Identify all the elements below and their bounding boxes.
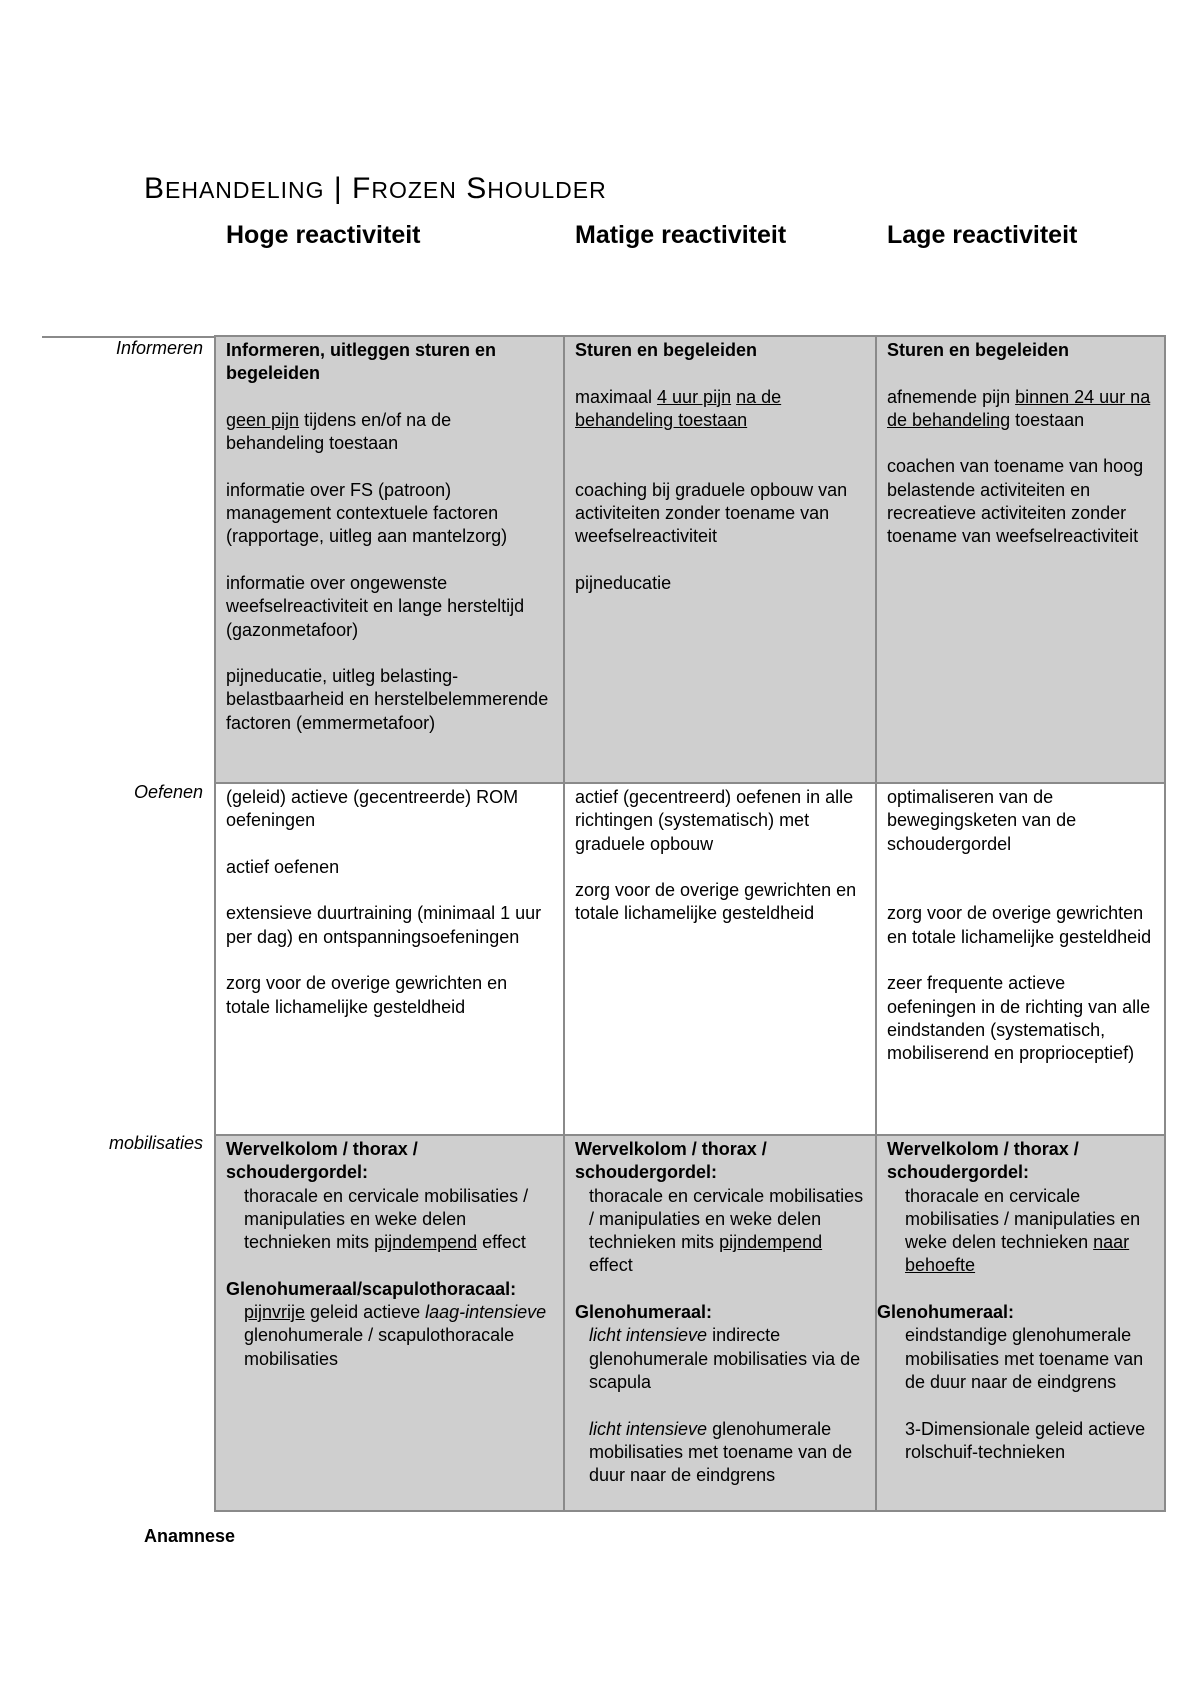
- cell-paragraph: optimaliseren van de bewegingsketen van de schoudergordel: [887, 787, 1077, 854]
- cell-heading: Glenohumeraal/scapulothoracaal:: [226, 1278, 517, 1299]
- cell-paragraph: zeer frequente actieve oefeningen in de richting van alle eindstanden (systematisch, mobiliserend en proprioceptief): [887, 973, 1151, 1064]
- cell-paragraph: pijneducatie, uitleg belasting-belastbaarheid en herstelbelemmerende factoren (emmermetafoor): [226, 666, 549, 733]
- cell-paragraph: 3-Dimensionale geleid actieve rolschuif-technieken: [905, 1418, 1146, 1462]
- cell-mobilisaties-matig: [564, 1135, 876, 1511]
- cell-paragraph: eindstandige glenohumerale mobilisaties met toename van de duur naar de eindgrens: [905, 1325, 1144, 1392]
- cell-paragraph: afnemende pijn binnen 24 uur na de behandeling toestaan: [887, 386, 1151, 430]
- cell-paragraph: licht intensieve indirecte glenohumerale mobilisaties via de scapula: [589, 1325, 861, 1392]
- cell-heading: Glenohumeraal:: [575, 1302, 713, 1323]
- section-heading-anamnese: Anamnese: [144, 1526, 236, 1546]
- column-header-hoog: Hoge reactiviteit: [226, 221, 421, 249]
- cell-heading: Glenohumeraal:: [877, 1302, 1015, 1323]
- cell-paragraph: coaching bij graduele opbouw van: [575, 479, 848, 500]
- cell-mobilisaties-hoog: [215, 1135, 564, 1511]
- cell-heading: Wervelkolom / thorax / schoudergordel:: [226, 1139, 418, 1183]
- cell-paragraph: actief oefenen: [226, 856, 340, 877]
- cell-heading: Wervelkolom / thorax / schoudergordel:: [575, 1139, 767, 1183]
- row-label-mobilisaties: mobilisaties: [108, 1133, 203, 1153]
- cell-heading: Sturen en begeleiden: [575, 340, 758, 360]
- cell-paragraph: activiteiten zonder toename van weefselreactiviteit: [575, 503, 830, 547]
- cell-paragraph: maximaal 4 uur pijn na de behandeling toestaan: [575, 386, 782, 430]
- cell-paragraph: actief (gecentreerd) oefenen in alle richtingen (systematisch) met graduele opbouw: [575, 787, 854, 854]
- table-row-informeren: [215, 336, 1165, 783]
- cell-paragraph: zorg voor de overige gewrichten en totale lichamelijke gesteldheid: [575, 880, 857, 924]
- cell-paragraph: pijnvrije geleid actieve laag-intensieve glenohumerale / scapulothoracale mobilisaties: [244, 1302, 547, 1369]
- cell-informeren-laag: [876, 336, 1165, 783]
- cell-paragraph: informatie over FS (patroon) management contextuele factoren (rapportage, uitleg aan mantelzorg): [226, 479, 508, 547]
- cell-oefenen-hoog: [215, 783, 564, 1135]
- page-title: BEHANDELING | FROZEN SHOULDER: [144, 172, 607, 205]
- cell-oefenen-laag: [876, 783, 1165, 1135]
- treatment-table: [214, 335, 1166, 1512]
- row-label-oefenen: Oefenen: [133, 782, 203, 802]
- cell-heading: Wervelkolom / thorax / schoudergordel:: [887, 1139, 1079, 1183]
- cell-oefenen-matig: [564, 783, 876, 1135]
- cell-paragraph: thoracale en cervicale mobilisaties / manipulaties en weke delen technieken naar behoefte: [905, 1185, 1141, 1276]
- cell-informeren-matig: [564, 336, 876, 783]
- cell-heading: Informeren, uitleggen sturen en begeleiden: [226, 340, 497, 384]
- table-row-mobilisaties: [215, 1135, 1165, 1511]
- column-header-matig: Matige reactiviteit: [575, 221, 787, 249]
- cell-paragraph: pijneducatie: [575, 572, 672, 593]
- cell-paragraph: informatie over ongewenste weefselreactiviteit en lange hersteltijd (gazonmetafoor): [226, 572, 525, 640]
- cell-paragraph: (geleid) actieve (gecentreerde) ROM oefeningen: [226, 787, 519, 831]
- cell-informeren-hoog: [215, 336, 564, 783]
- cell-mobilisaties-laag: [876, 1135, 1165, 1511]
- column-header-laag: Lage reactiviteit: [887, 221, 1078, 249]
- row-label-informeren: Informeren: [115, 338, 203, 358]
- cell-paragraph: licht intensieve glenohumerale mobilisaties met toename van de duur naar de eindgrens: [589, 1418, 853, 1486]
- cell-paragraph: thoracale en cervicale mobilisaties / manipulaties en weke delen technieken mits pijndempend effect: [589, 1185, 864, 1276]
- cell-paragraph: geen pijn tijdens en/of na de behandeling toestaan: [226, 409, 452, 454]
- cell-paragraph: extensieve duurtraining (minimaal 1 uur per dag) en ontspanningsoefeningen: [226, 903, 542, 947]
- table-row-oefenen: [215, 783, 1165, 1135]
- cell-paragraph: zorg voor de overige gewrichten en totale lichamelijke gesteldheid: [226, 973, 508, 1017]
- cell-paragraph: coachen van toename van hoog belastende activiteiten en recreatieve activiteiten zonder toename van weefselreactiviteit: [887, 456, 1144, 547]
- cell-paragraph: thoracale en cervicale mobilisaties / manipulaties en weke delen technieken mits pijndempend effect: [244, 1185, 529, 1253]
- cell-paragraph: zorg voor de overige gewrichten en totale lichamelijke gesteldheid: [887, 903, 1152, 947]
- cell-heading: Sturen en begeleiden: [887, 340, 1070, 360]
